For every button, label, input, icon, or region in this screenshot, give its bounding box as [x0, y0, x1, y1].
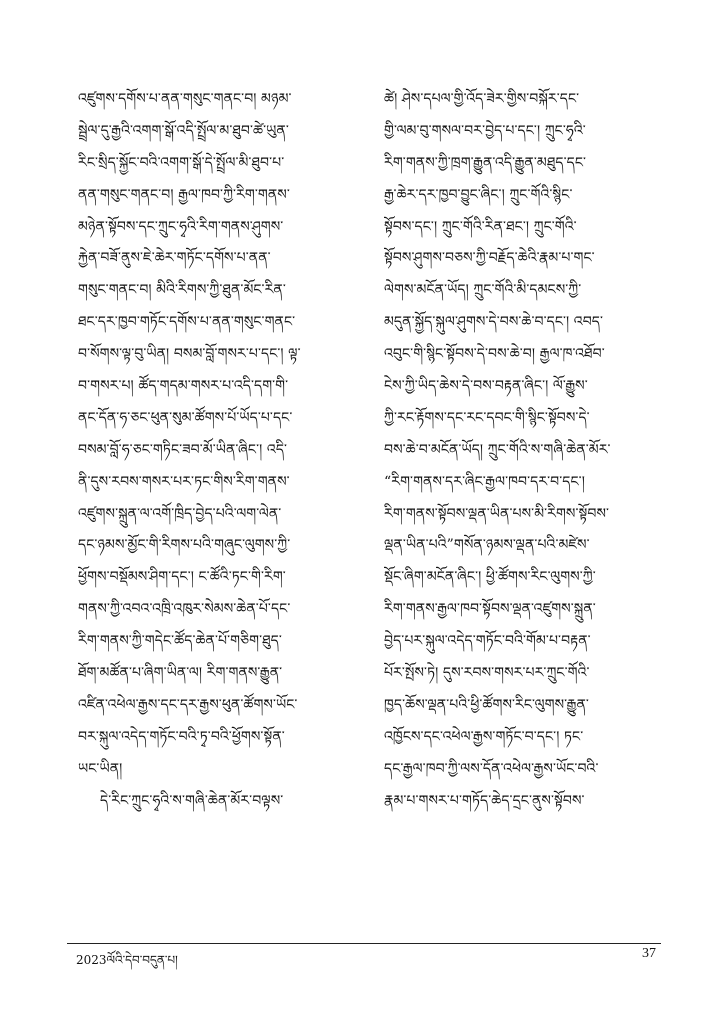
right-text-column: [384, 84, 660, 817]
text-line: རིག་གནས་རྒྱལ་ཁབ་སྟོབས་ལྡན་འཛུགས་སྐྲུན་: [384, 601, 596, 618]
text-line: ཁྱད་ཆོས་ལྡན་པའི་ཕྱི་ཚོགས་རིང་ལུགས་རྒྱུན་: [384, 696, 589, 713]
text-line: ལེགས་མངོན་ཡོད། ཀྲུང་གོའི་མི་དམངས་ཀྱི་: [384, 282, 582, 299]
text-line: སྟོབས་ཤུགས་བཅས་ཀྱི་བརྗོད་ཆེའི་རྣམ་པ་གང་: [384, 250, 595, 267]
text-line: ཡང་ཡིན།: [78, 760, 123, 777]
text-line: མཉེན་སྟོབས་དང་ཀྲུང་ཧྭའི་རིག་གནས་ཤུགས་: [78, 218, 284, 235]
text-line: བསམ་བློ་ཧ་ཅང་གཏིང་ཟབ་མོ་ཡིན་ཞིང་། འདི་: [78, 441, 288, 458]
text-line: བ་གསར་པ། ཚོད་གདམ་གསར་པ་འདི་དག་གི་: [78, 378, 289, 395]
text-line: འཁྱོངས་དང་འཕེལ་རྒྱས་གཏོང་བ་དང་། ཏང་: [384, 728, 584, 745]
text-line: པོར་སྤོས་ཏེ། དུས་རབས་གསར་པར་ཀྲུང་གོའི་: [384, 665, 590, 682]
text-line: དང་རྒྱལ་ཁབ་ཀྱི་ལས་དོན་འཕེལ་རྒྱས་ཡོང་བའི་: [384, 760, 599, 777]
text-line: རྒྱ་ཆེར་དར་ཁྱབ་བྱུང་ཞིང་། ཀྲུང་གོའི་སྙིང་: [384, 186, 573, 203]
text-line: རིང་སྲིད་སྐྱོང་བའི་འགག་སྒོ་དེ་སྤྲོལ་མི་ཐུབ་པ་: [78, 154, 285, 171]
text-line: ཐོག་མཚོན་པ་ཞིག་ཡིན་ལ། རིག་གནས་རྒྱུན་: [78, 665, 283, 682]
text-line: རིག་གནས་ཀྱི་ཁྲག་རྒྱུན་འདི་རྒྱུན་མཐུད་དང་: [384, 154, 587, 171]
text-line: དང་ཉམས་མྱོང་གི་རིགས་པའི་གཞུང་ལུགས་ཀྱི་: [78, 537, 291, 554]
text-line: འཛུགས་སྐྲུན་ལ་འགོ་ཁྲིད་བྱེད་པའི་ལག་ལེན་: [78, 505, 282, 522]
text-line: མདུན་སྐྱོད་སྐུལ་ཤུགས་དེ་བས་ཆེ་བ་དང་། འབད་: [384, 314, 604, 331]
footer-issue-label: 2023ལོའི་དེབ་བདུན་པ།: [76, 953, 178, 967]
text-line: རྣམ་པ་གསར་པ་གཏོད་ཆེད་དྲང་ནུས་སྟོབས་: [384, 792, 585, 809]
text-line: གནས་ཀྱི་འབའ་འཁྲི་འཁུར་སེམས་ཆེན་པོ་དང་: [78, 601, 291, 618]
text-line: རིག་གནས་སྟོབས་ལྡན་ཡིན་པས་མི་རིགས་སྟོབས་: [384, 505, 610, 522]
text-line: རིག་གནས་ཀྱི་གདེང་ཚོད་ཆེན་པོ་གཅིག་ཐུད་: [78, 633, 282, 650]
page-number: 37: [642, 946, 656, 961]
text-line: ཀྱི་རང་རྟོགས་དང་རང་དབང་གི་སྙིང་སྟོབས་དེ་: [384, 409, 590, 426]
text-line: འཛུགས་དགོས་པ་ནན་གསུང་གནང་བ། མཉམ་: [78, 91, 292, 107]
text-line: སྡོང་ཞིག་མངོན་ཞིང་། ཕྱི་ཚོགས་རིང་ལུགས་ཀྱི་: [384, 569, 596, 586]
text-line: ནན་གསུང་གནང་བ། རྒྱལ་ཁབ་ཀྱི་རིག་གནས་: [78, 186, 290, 203]
text-line: གྱི་ལམ་བུ་གསལ་བར་བྱེད་པ་དང་། ཀྲུང་ཧྭའི་: [384, 122, 586, 139]
text-line: གསུང་གནང་བ། མིའི་རིགས་ཀྱི་ཐུན་མོང་རིན་: [78, 282, 286, 299]
text-line: ཚེ། ཤེས་དཔལ་གྱི་འོད་ཟེར་གྱིས་བསྐོར་དང་: [384, 91, 580, 107]
text-line: ལྡན་ཡིན་པའི”གསོན་ཉམས་ལྡན་པའི་མཛེས་: [384, 537, 590, 554]
text-line: ནི་དུས་རབས་གསར་པར་ཏང་གིས་རིག་གནས་: [78, 473, 290, 490]
text-line: ནང་དོན་ཧ་ཅང་ཕུན་སུམ་ཚོགས་པོ་ཡོད་པ་དང་: [78, 409, 293, 426]
text-line: འཛིན་འཕེལ་རྒྱས་དང་དར་རྒྱས་ཕུན་ཚོགས་ཡོང་: [78, 696, 298, 713]
text-line: ངེས་ཀྱི་ཡིད་ཆེས་དེ་བས་བརྟན་ཞིང་། ལོ་རྒྱུས་: [384, 378, 588, 395]
text-line: རྐྱེན་བཟོ་ནུས་ཇེ་ཆེར་གཏོང་དགོས་པ་ནན་: [78, 250, 271, 267]
footer-divider: [67, 943, 661, 944]
text-line: ཕྱོགས་བསྡོམས་ཤིག་དང་། ང་ཚོའི་ཏང་གི་རིག་: [78, 569, 286, 586]
text-line: བ་སོགས་ལྟ་བུ་ཡིན། བསམ་བློ་གསར་པ་དང་། ལྟ་: [78, 346, 301, 363]
text-line: བས་ཆེ་བ་མངོན་ཡོད། ཀྲུང་གོའི་ས་གཞི་ཆེན་མོར་: [384, 441, 611, 458]
text-line: འབུང་གི་སྙིང་སྟོབས་དེ་བས་ཆེ་བ། རྒྱལ་ཁ་འཐོབ་: [384, 346, 605, 363]
left-text-column: [78, 84, 350, 817]
text-line: སྦྲེལ་དུ་རྒྱའི་འགག་སྒོ་འདི་སྤྲོལ་མ་ཐུབ་ཚེ་ཡུན་: [78, 122, 289, 139]
text-line: བར་སྐུལ་འདེད་གཏོང་བའི་ཏྭ་བའི་ཕྱོགས་སྟོན་: [78, 728, 285, 745]
text-line: “རིག་གནས་དར་ཞིང་རྒྱལ་ཁབ་དར་བ་དང་།: [384, 473, 585, 490]
text-line: དེ་རིང་ཀྲུང་ཧྭའི་ས་གཞི་ཆེན་མོར་བལྟས་: [100, 792, 284, 809]
text-line: ཐང་དར་ཁྱབ་གཏོང་དགོས་པ་ནན་གསུང་གནང་: [78, 314, 296, 331]
text-line: བྱེད་པར་སྐུལ་འདེད་གཏོང་བའི་གོམ་པ་བརྟན་: [384, 633, 591, 650]
text-line: སྟོབས་དང་། ཀྲུང་གོའི་རིན་ཐང་། ཀྲུང་གོའི་: [384, 218, 577, 235]
